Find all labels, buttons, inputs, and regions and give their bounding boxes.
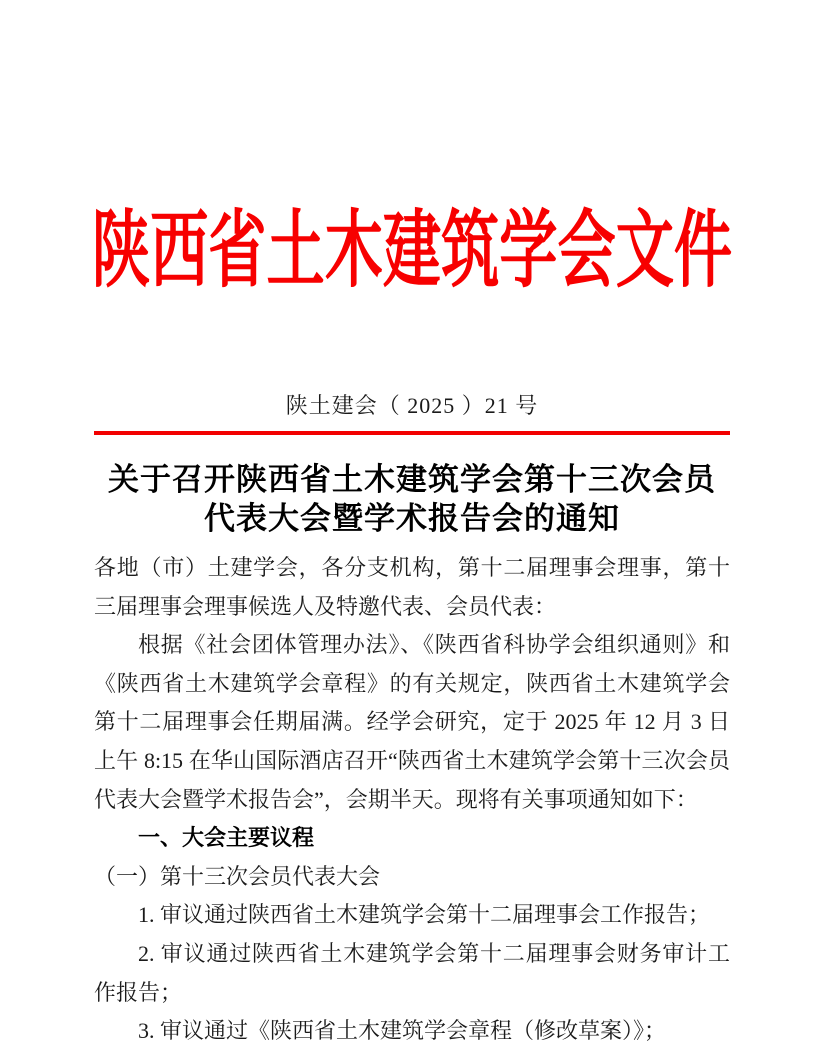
letterhead-title: 陕西省土木建筑学会文件	[91, 203, 733, 297]
agenda-item-1: 1. 审议通过陕西省土木建筑学会第十二届理事会工作报告；	[138, 902, 711, 928]
agenda-item-2: 2. 审议通过陕西省土木建筑学会第十二届理事会财务审计工作报告；	[94, 940, 730, 1005]
agenda-subsection-heading: （一）第十三次会员代表大会	[94, 863, 381, 889]
red-divider-line	[94, 431, 730, 435]
document-number: 陕土建会（ 2025 ）21 号	[285, 393, 539, 418]
agenda-item-3: 3. 审议通过《陕西省土木建筑学会章程（修改草案）》；	[138, 1018, 667, 1044]
document-body	[94, 549, 730, 1051]
intro-paragraph: 根据《社会团体管理办法》、《陕西省科协学会组织通则》和《陕西省土木建筑学会章程》的有关规定，陕西省土木建筑学会第十二届理事会任期届满。经学会研究，定于 2025 年 12 月 3 日上午 8:15 在华山国际酒店召开“陕西省土木建筑学会第十三次会员代表大会暨学术报告会”，会期半天。现将有关事项通知如下：	[94, 632, 730, 812]
salutation-paragraph: 各地（市）土建学会，各分支机构，第十二届理事会理事，第十三届理事会理事候选人及特邀代表、会员代表：	[94, 555, 730, 619]
notice-title	[0, 460, 824, 538]
agenda-section-heading: 一、大会主要议程	[138, 825, 315, 851]
notice-title-line1: 关于召开陕西省土木建筑学会第十三次会员	[108, 462, 716, 497]
notice-title-line2: 代表大会暨学术报告会的通知	[204, 501, 620, 536]
